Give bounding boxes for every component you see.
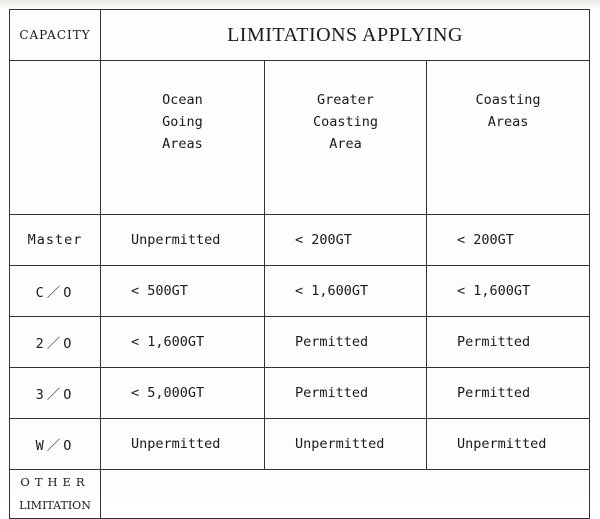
other-label-line: OTHER: [20, 475, 90, 489]
coasting-cell: Unpermitted: [427, 419, 590, 470]
ocean-going-cell: Unpermitted: [101, 215, 265, 266]
rank-cell: W／O: [10, 419, 101, 470]
greater-coasting-cell: Permitted: [265, 317, 427, 368]
limitations-header: LIMITATIONS APPLYING: [101, 10, 590, 61]
coasting-cell: Permitted: [427, 368, 590, 419]
greater-coasting-cell: < 200GT: [265, 215, 427, 266]
ocean-going-cell: < 500GT: [101, 266, 265, 317]
ocean-going-cell: < 1,600GT: [101, 317, 265, 368]
table-row-master: [10, 215, 590, 266]
rank-cell: Master: [10, 215, 101, 266]
coasting-cell: < 200GT: [427, 215, 590, 266]
other-limitation-label: [10, 470, 101, 519]
ocean-going-cell: < 5,000GT: [101, 368, 265, 419]
area-header-line: Ocean: [162, 92, 203, 108]
area-header-ocean-going: [101, 61, 265, 215]
limitations-table: [9, 9, 590, 519]
table-row-second-officer: [10, 317, 590, 368]
rank-cell: 2／O: [10, 317, 101, 368]
greater-coasting-cell: Permitted: [265, 368, 427, 419]
area-header-line: Greater: [317, 92, 374, 108]
limitation-label-line: LIMITATION: [19, 499, 91, 512]
capacity-header: CAPACITY: [10, 10, 101, 61]
coasting-cell: < 1,600GT: [427, 266, 590, 317]
other-limitation-value: [101, 470, 590, 519]
rank-cell: 3／O: [10, 368, 101, 419]
area-header-coasting: [427, 61, 590, 215]
area-header-line: Going: [162, 114, 203, 130]
rank-cell: C／O: [10, 266, 101, 317]
page-top-edge: [0, 0, 600, 8]
coasting-cell: Permitted: [427, 317, 590, 368]
header-row: [10, 10, 590, 61]
area-header-line: Area: [329, 136, 362, 152]
table-row-third-officer: [10, 368, 590, 419]
area-header-row: [10, 61, 590, 215]
area-header-line: Areas: [162, 136, 203, 152]
greater-coasting-cell: < 1,600GT: [265, 266, 427, 317]
ocean-going-cell: Unpermitted: [101, 419, 265, 470]
area-header-line: Coasting: [312, 114, 379, 130]
area-header-line: Coasting: [475, 92, 541, 108]
table-row-chief-officer: [10, 266, 590, 317]
area-header-greater-coasting: [265, 61, 427, 215]
greater-coasting-cell: Unpermitted: [265, 419, 427, 470]
table-row-watch-officer: [10, 419, 590, 470]
area-header-line: Areas: [487, 114, 529, 130]
other-limitation-row: [10, 470, 590, 519]
area-header-blank: [10, 61, 101, 215]
